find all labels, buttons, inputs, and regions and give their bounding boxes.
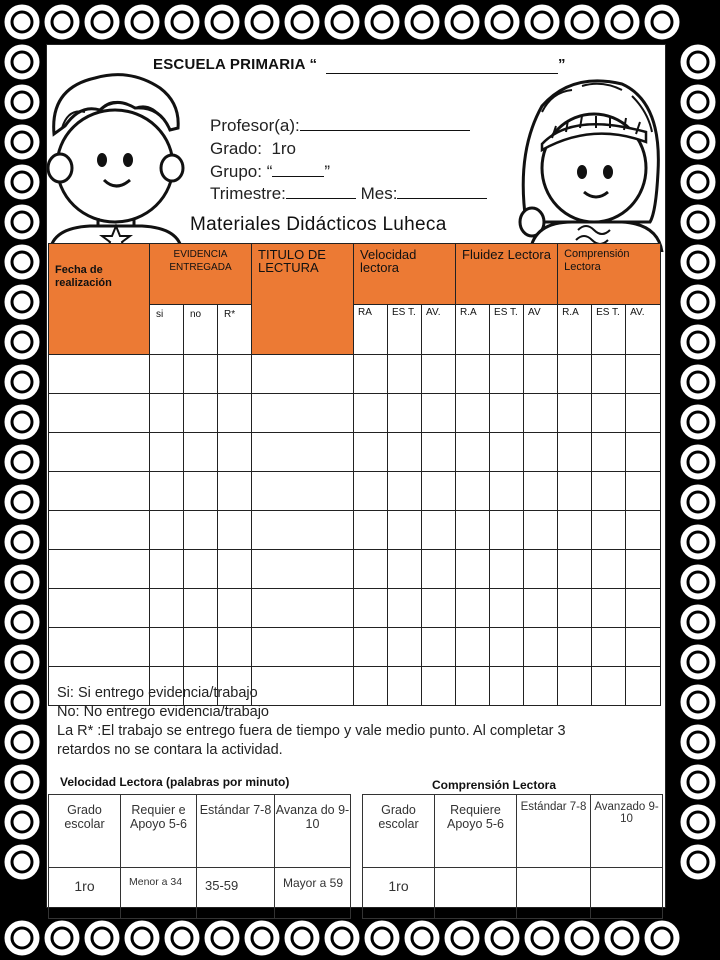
table-cell <box>218 394 252 433</box>
table-cell <box>218 511 252 550</box>
table-cell <box>456 511 490 550</box>
table-cell <box>354 589 388 628</box>
comp-r-grado: 1ro <box>363 868 435 919</box>
table-row <box>49 550 661 589</box>
table-row <box>49 511 661 550</box>
school-quote-end: ” <box>558 56 566 73</box>
table-row <box>49 355 661 394</box>
group-field <box>210 162 330 182</box>
table-cell <box>184 550 218 589</box>
table-cell <box>49 550 150 589</box>
table-cell <box>558 355 592 394</box>
table-cell <box>354 433 388 472</box>
table-cell <box>456 394 490 433</box>
table-cell <box>252 433 354 472</box>
table-cell <box>524 511 558 550</box>
grade-label: Grado: <box>210 139 262 158</box>
comp-h-estandar: Estándar 7-8 <box>517 795 591 868</box>
table-cell <box>150 433 184 472</box>
vel-r-estandar: 35-59 <box>197 868 275 919</box>
table-cell <box>49 472 150 511</box>
girl-illustration <box>512 72 668 252</box>
table-cell <box>150 628 184 667</box>
table-cell <box>388 589 422 628</box>
table-cell <box>558 550 592 589</box>
term-label: Trimestre: <box>210 184 286 203</box>
table-cell <box>524 628 558 667</box>
table-cell <box>592 511 626 550</box>
table-cell <box>422 355 456 394</box>
table-cell <box>150 472 184 511</box>
sub-av-3: AV. <box>626 304 661 354</box>
legend-notes <box>57 684 617 760</box>
table-cell <box>456 433 490 472</box>
vel-r-avanzado: Mayor a 59 <box>275 868 351 919</box>
group-label: Grupo: “ <box>210 162 273 181</box>
vel-h-grado: Grado escolar <box>49 795 121 868</box>
table-cell <box>490 628 524 667</box>
header-evidencia: EVIDENCIA ENTREGADA <box>150 244 252 305</box>
header-fecha: Fecha de realización <box>49 244 150 355</box>
group-quote-end: ” <box>324 162 331 181</box>
table-cell <box>49 589 150 628</box>
table-cell <box>184 433 218 472</box>
table-cell <box>422 589 456 628</box>
table-row <box>49 433 661 472</box>
table-cell <box>626 550 661 589</box>
school-label: ESCUELA PRIMARIA “ <box>153 56 318 73</box>
table-cell <box>490 511 524 550</box>
note-no: No: No entrego evidencia/trabajo <box>57 704 269 720</box>
reading-record-table <box>48 243 661 706</box>
table-cell <box>184 355 218 394</box>
table-cell <box>252 355 354 394</box>
table-cell <box>388 355 422 394</box>
table-cell <box>388 628 422 667</box>
table-cell <box>626 589 661 628</box>
table-cell <box>388 550 422 589</box>
note-si: Si: Si entrego evidencia/trabajo <box>57 685 258 701</box>
grade-field <box>210 139 296 159</box>
vel-h-avanzado: Avanza do 9-10 <box>275 795 351 868</box>
header-comprension: Comprensión Lectora <box>558 244 661 305</box>
table-cell <box>218 355 252 394</box>
velocidad-reference-table <box>48 794 351 919</box>
table-cell <box>49 433 150 472</box>
table-cell <box>184 472 218 511</box>
sub-ra-3: R.A <box>558 304 592 354</box>
table-cell <box>184 589 218 628</box>
table-cell <box>49 628 150 667</box>
comprension-reference-table <box>362 794 663 919</box>
table-cell <box>490 394 524 433</box>
table-cell <box>592 394 626 433</box>
sub-est-2: ES T. <box>490 304 524 354</box>
month-label: Mes: <box>360 184 398 203</box>
grade-value: 1ro <box>271 139 297 158</box>
table-cell <box>354 511 388 550</box>
table-cell <box>49 355 150 394</box>
comp-h-apoyo: Requiere Apoyo 5-6 <box>435 795 517 868</box>
table-cell <box>558 511 592 550</box>
header-titulo: TITULO DE LECTURA <box>252 244 354 355</box>
vel-h-apoyo: Requier e Apoyo 5-6 <box>121 795 197 868</box>
table-cell <box>388 472 422 511</box>
comp-r-estandar <box>517 868 591 919</box>
table-cell <box>558 394 592 433</box>
sub-av: AV. <box>422 304 456 354</box>
vel-h-estandar: Estándar 7-8 <box>197 795 275 868</box>
table-cell <box>184 394 218 433</box>
table-cell <box>626 394 661 433</box>
table-cell <box>354 355 388 394</box>
table-cell <box>626 355 661 394</box>
teacher-field <box>210 116 470 136</box>
sub-r: R* <box>218 304 252 354</box>
table-cell <box>218 589 252 628</box>
table-cell <box>592 355 626 394</box>
table-cell <box>456 628 490 667</box>
sub-si: si <box>150 304 184 354</box>
sub-ra-2: R.A <box>456 304 490 354</box>
table-cell <box>626 628 661 667</box>
table-cell <box>218 472 252 511</box>
table-cell <box>252 394 354 433</box>
teacher-blank <box>300 116 470 131</box>
table-row <box>49 472 661 511</box>
table-cell <box>490 550 524 589</box>
velocidad-table-title: Velocidad Lectora (palabras por minuto) <box>60 775 290 789</box>
table-cell <box>252 511 354 550</box>
table-cell <box>626 511 661 550</box>
table-cell <box>456 550 490 589</box>
brand-watermark: Materiales Didácticos Luheca <box>190 214 447 235</box>
table-cell <box>524 550 558 589</box>
comp-h-avanzado: Avanzado 9-10 <box>591 795 663 868</box>
table-cell <box>354 472 388 511</box>
sub-est: ES T. <box>388 304 422 354</box>
table-cell <box>422 472 456 511</box>
term-blank <box>286 184 356 199</box>
table-cell <box>626 667 661 706</box>
table-row <box>49 628 661 667</box>
header-velocidad: Velocidad lectora <box>354 244 456 305</box>
table-cell <box>456 355 490 394</box>
table-cell <box>184 511 218 550</box>
sub-no: no <box>184 304 218 354</box>
table-cell <box>150 589 184 628</box>
table-row <box>49 394 661 433</box>
comp-r-apoyo <box>435 868 517 919</box>
table-cell <box>252 628 354 667</box>
table-cell <box>490 355 524 394</box>
table-cell <box>150 394 184 433</box>
teacher-label: Profesor(a): <box>210 116 300 135</box>
table-cell <box>626 433 661 472</box>
table-cell <box>252 550 354 589</box>
table-cell <box>150 355 184 394</box>
table-cell <box>218 433 252 472</box>
table-cell <box>388 511 422 550</box>
table-cell <box>524 433 558 472</box>
table-row <box>49 589 661 628</box>
table-cell <box>592 433 626 472</box>
table-cell <box>524 394 558 433</box>
table-cell <box>354 628 388 667</box>
table-cell <box>422 628 456 667</box>
header-fluidez: Fluidez Lectora <box>456 244 558 305</box>
table-cell <box>456 472 490 511</box>
sub-est-3: ES T. <box>592 304 626 354</box>
table-cell <box>218 628 252 667</box>
sub-ra: RA <box>354 304 388 354</box>
table-cell <box>422 550 456 589</box>
table-cell <box>456 589 490 628</box>
table-cell <box>49 394 150 433</box>
table-cell <box>592 628 626 667</box>
table-cell <box>592 550 626 589</box>
table-cell <box>252 472 354 511</box>
table-cell <box>490 472 524 511</box>
boy-illustration <box>40 68 190 252</box>
table-cell <box>490 589 524 628</box>
table-cell <box>524 355 558 394</box>
table-cell <box>490 433 524 472</box>
table-cell <box>422 511 456 550</box>
term-field <box>210 184 487 204</box>
table-cell <box>592 589 626 628</box>
comp-h-grado: Grado escolar <box>363 795 435 868</box>
table-cell <box>388 433 422 472</box>
month-blank <box>397 184 487 199</box>
table-cell <box>558 589 592 628</box>
table-cell <box>184 628 218 667</box>
table-cell <box>524 472 558 511</box>
table-cell <box>422 394 456 433</box>
table-cell <box>150 511 184 550</box>
sub-av-2: AV <box>524 304 558 354</box>
table-cell <box>218 550 252 589</box>
table-cell <box>524 589 558 628</box>
table-cell <box>150 550 184 589</box>
table-cell <box>558 472 592 511</box>
table-cell <box>388 394 422 433</box>
table-cell <box>252 589 354 628</box>
table-cell <box>626 472 661 511</box>
table-cell <box>592 472 626 511</box>
note-r: La R* :El trabajo se entrego fuera de tiempo y vale medio punto. Al completar 3 retardos no se contara la actividad. <box>57 723 566 758</box>
table-cell <box>422 433 456 472</box>
table-cell <box>354 550 388 589</box>
vel-r-grado: 1ro <box>49 868 121 919</box>
table-cell <box>49 511 150 550</box>
comp-r-avanzado <box>591 868 663 919</box>
vel-r-apoyo: Menor a 34 <box>121 868 197 919</box>
group-blank <box>272 162 324 177</box>
table-cell <box>558 433 592 472</box>
table-cell <box>354 394 388 433</box>
table-cell <box>558 628 592 667</box>
comprension-table-title: Comprensión Lectora <box>432 778 557 792</box>
